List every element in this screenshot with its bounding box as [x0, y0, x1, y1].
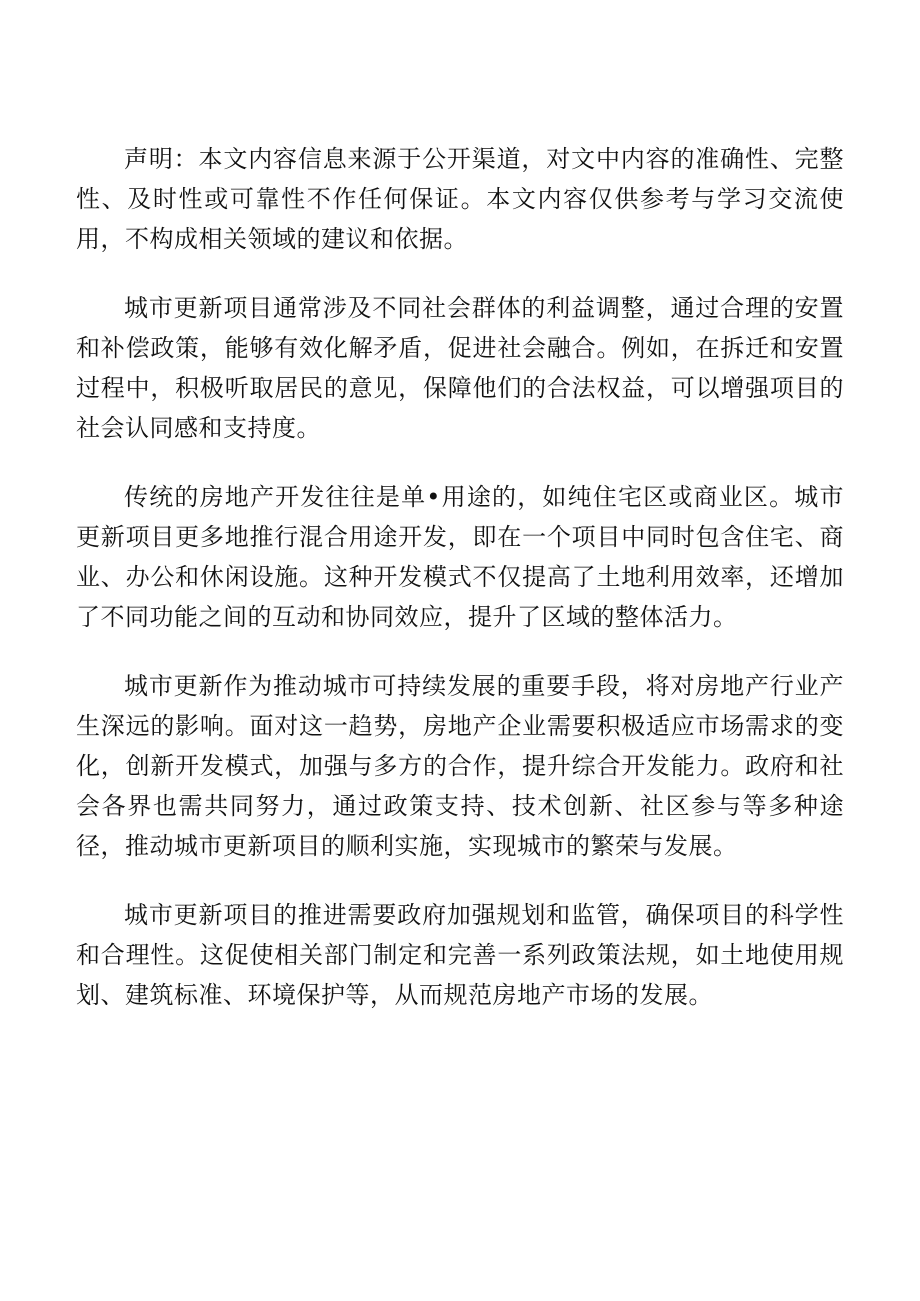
body-paragraph-social-integration: 城市更新项目通常涉及不同社会群体的利益调整，通过合理的安置和补偿政策，能够有效化解矛盾，促进社会融合。例如，在拆迁和安置过程中，积极听取居民的意见，保障他们的合法权益，可以增强项目的社会认同感和支持度。	[76, 294, 844, 442]
body-paragraph-regulation: 城市更新项目的推进需要政府加强规划和监管，确保项目的科学性和合理性。这促使相关部门制定和完善一系列政策法规，如土地使用规划、建筑标准、环境保护等，从而规范房地产市场的发展。	[76, 901, 844, 1009]
body-paragraph-sustainable-development: 城市更新作为推动城市可持续发展的重要手段，将对房地产行业产生深远的影响。面对这一趋势，房地产企业需要积极适应市场需求的变化，创新开发模式，加强与多方的合作，提升综合开发能力。政府和社会各界也需共同努力，通过政策支持、技术创新、社区参与等多种途径，推动城市更新项目的顺利实施，实现城市的繁荣与发展。	[76, 672, 844, 860]
disclaimer-paragraph: 声明：本文内容信息来源于公开渠道，对文中内容的准确性、完整性、及时性或可靠性不作任何保证。本文内容仅供参考与学习交流使用，不构成相关领域的建议和依据。	[76, 145, 844, 253]
body-paragraph-mixed-use: 传统的房地产开发往往是单•用途的，如纯住宅区或商业区。城市更新项目更多地推行混合用途开发，即在一个项目中同时包含住宅、商业、办公和休闲设施。这种开发模式不仅提高了土地利用效率，还增加了不同功能之间的互动和协同效应，提升了区域的整体活力。	[76, 483, 844, 631]
